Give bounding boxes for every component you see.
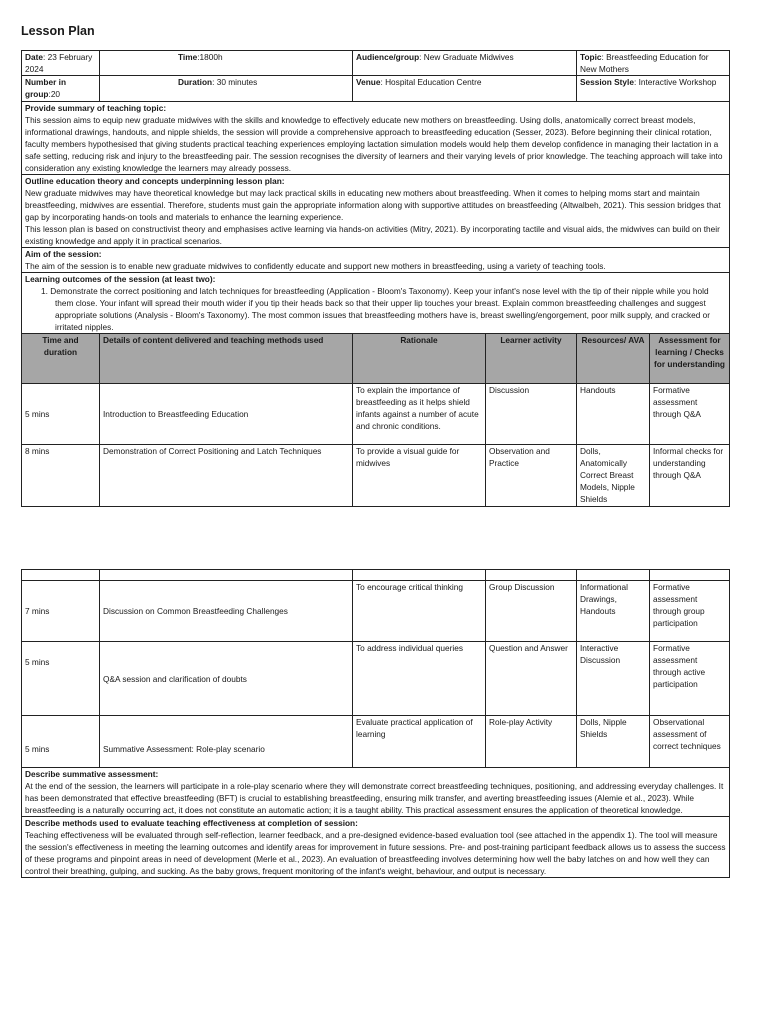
venue-value: : Hospital Education Centre [380,77,482,87]
time-label: Time [178,52,198,62]
audience-label: Audience/group [356,52,420,62]
row-resources: Handouts [577,384,650,445]
time-value: :1800h [197,52,223,62]
row-rationale: To encourage critical thinking [353,581,486,642]
row-details: Discussion on Common Breastfeeding Challenges [100,581,353,642]
theory-cell [22,175,730,248]
row-details: Q&A session and clarification of doubts [100,642,353,716]
summary-cell [22,102,730,175]
row-resources: Informational Drawings, Handouts [577,581,650,642]
row-assessment: Formative assessment through group participation [650,581,730,642]
row-activity: Role-play Activity [486,716,577,768]
table-row [22,581,730,642]
evaluation-cell [22,817,730,878]
row-resources: Dolls, Anatomically Correct Breast Models, Nipple Shields [577,445,650,507]
row-rationale: To provide a visual guide for midwives [353,445,486,507]
audience-cell [353,51,577,76]
duration-label: Duration [178,77,213,87]
row-details: Demonstration of Correct Positioning and Latch Techniques [100,445,353,507]
number-cell [22,76,100,102]
summary-text: This session aims to equip new graduate midwives with the skills and knowledge to effectively educate new mothers on breastfeeding. Using dolls, anatomically correct breast models, informational drawings, handouts, and nipple shields, the session will provide a comprehensive approach to breastfeeding education (Sesser, 2023). Before beginning their clinical rotation, faculty members hypothesised that giving students practical teaching experiences employing lactation simulation models would help them develop confidence in managing their lactation in a safe setting, reducing risk and injury to the breastfeeding pair. The session recognises the diversity of learners and their varying levels of prior knowledge. The teaching approach will take into consideration any existing knowledge the learners may already possess. [25,115,723,173]
aim-cell [22,248,730,273]
row-time: 8 mins [22,445,100,507]
number-value: :20 [48,89,61,99]
audience-value: : New Graduate Midwives [419,52,514,62]
info-row-1 [22,51,730,76]
row-time: 5 mins [22,716,100,768]
summative-cell [22,768,730,817]
page-title: Lesson Plan [21,24,95,38]
row-rationale: Evaluate practical application of learning [353,716,486,768]
row-time: 7 mins [22,581,100,642]
row-assessment: Informal checks for understanding through Q&A [650,445,730,507]
row-rationale: To explain the importance of breastfeeding as it helps shield infants against a number of acute and chronic conditions. [353,384,486,445]
row-assessment: Formative assessment through active participation [650,642,730,716]
theory-heading: Outline education theory and concepts underpinning lesson plan: [25,176,285,186]
duration-value: : 30 minutes [212,77,258,87]
theory-para-2: This lesson plan is based on constructivist theory and emphasises active learning via hands-on activities (Mitry, 2021). By incorporating tactile and visual aids, the midwives can build on their existing knowledge and apply it in practical scenarios. [25,224,720,246]
topic-label: Topic [580,52,602,62]
evaluation-heading: Describe methods used to evaluate teaching effectiveness at completion of session: [25,818,358,828]
row-activity: Group Discussion [486,581,577,642]
empty-cell [486,570,577,581]
summative-text: At the end of the session, the learners will participate in a role-play scenario where they will demonstrate correct breastfeeding techniques, positioning, and addressing everyday challenges. It has been demonstrated that effective breastfeeding (BFT) is crucial to establishing breastfeeding, ensuring milk transfer, and averting breastfeeding issues (Alemie et al., 2023). While breastfeeding is a naturally occurring act, it does not constitute an automatic action; it is a taught ability. This practical assessment ensures the application of theoretical knowledge. [25,781,724,815]
aim-row [22,248,730,273]
table-row [22,384,730,445]
row-assessment: Formative assessment through Q&A [650,384,730,445]
outcome-item: 1. Demonstrate the correct positioning and latch techniques for breastfeeding (Application - Bloom's Taxonomy). Keep your infant's nose level with the tip of their nipple while you hold them close. Your infant will spread their mouth wider if you tip their heads back so that their upper lip touches your breast. Explain common breastfeeding challenges and suggest appropriate solutions (Analysis - Bloom's Taxonomy). The most common issues that breastfeeding mothers have is, breast swelling/engorgement, poor milk supply, and cracked or irritated nipples. [41,286,711,332]
table-row [22,716,730,768]
venue-label: Venue [356,77,381,87]
row-resources: Dolls, Nipple Shields [577,716,650,768]
topic-cell [577,51,730,76]
continuation-row [22,570,730,581]
aim-heading: Aim of the session: [25,249,102,259]
aim-text: The aim of the session is to enable new graduate midwives to confidently educate and support new mothers in breastfeeding, using a variety of teaching tools. [25,261,606,271]
lesson-plan-main-table [21,50,730,507]
row-activity: Question and Answer [486,642,577,716]
evaluation-text: Teaching effectiveness will be evaluated through self-reflection, learner feedback, and a pre-designed evidence-based evaluation tool (see attached in the appendix 1). The tool will measure the session's effectiveness in meeting the learning outcomes and identify areas for improvement in future sessions. Pre- and post-training participant feedback allows us to assess the success of these programs and pinpoint areas in need of development (Merle et al., 2023). An evaluation of breastfeeding involves determining how well the baby latches on and how well they can control their breathing, gulping, and sucking. As the baby grows, frequent monitoring of the infant's weight, behaviour, and output is necessary. [25,830,726,876]
venue-cell [353,76,577,102]
row-rationale: To address individual queries [353,642,486,716]
schedule-header-row [22,334,730,384]
header-rationale: Rationale [353,334,486,384]
session-style-label: Session Style [580,77,634,87]
theory-row [22,175,730,248]
theory-para-1: New graduate midwives may have theoretical knowledge but may lack practical skills in educating new mothers about breastfeeding. When it comes to helping moms start and maintain breastfeeding, midwives are essential. Therefore, students must gain the appropriate information along with supportive attitudes on breastfeeding (Altwalbeh, 2021). This session bridges that gap by incorporating hands-on tools and materials to enhance the learning experience. [25,188,721,222]
date-label: Date [25,52,43,62]
time-cell [100,51,353,76]
row-resources: Interactive Discussion [577,642,650,716]
header-details: Details of content delivered and teaching methods used [100,334,353,384]
session-style-cell [577,76,730,102]
outcomes-heading: Learning outcomes of the session (at least two): [25,274,216,284]
row-activity: Observation and Practice [486,445,577,507]
table-row [22,642,730,716]
summative-heading: Describe summative assessment: [25,769,159,779]
number-label: Number in group [25,77,67,99]
duration-cell [100,76,353,102]
row-assessment: Observational assessment of correct techniques [650,716,730,768]
row-time: 5 mins [22,642,100,716]
summary-row [22,102,730,175]
header-time: Time and duration [22,334,100,384]
outcomes-row [22,273,730,334]
summary-heading: Provide summary of teaching topic: [25,103,167,113]
header-resources: Resources/ AVA [577,334,650,384]
header-activity: Learner activity [486,334,577,384]
topic-value: : Breastfeeding Education for New Mothers [580,52,709,74]
lesson-plan-table-page2 [21,569,730,878]
evaluation-row [22,817,730,878]
session-style-value: : Interactive Workshop [633,77,717,87]
row-time: 5 mins [22,384,100,445]
empty-cell [577,570,650,581]
date-cell [22,51,100,76]
header-assessment: Assessment for learning / Checks for understanding [650,334,730,384]
empty-cell [100,570,353,581]
row-details: Introduction to Breastfeeding Education [100,384,353,445]
info-row-2 [22,76,730,102]
row-details: Summative Assessment: Role-play scenario [100,716,353,768]
empty-cell [353,570,486,581]
outcomes-cell [22,273,730,334]
row-activity: Discussion [486,384,577,445]
empty-cell [22,570,100,581]
summative-row [22,768,730,817]
date-value: : 23 February 2024 [25,52,93,74]
table-row [22,445,730,507]
empty-cell [650,570,730,581]
